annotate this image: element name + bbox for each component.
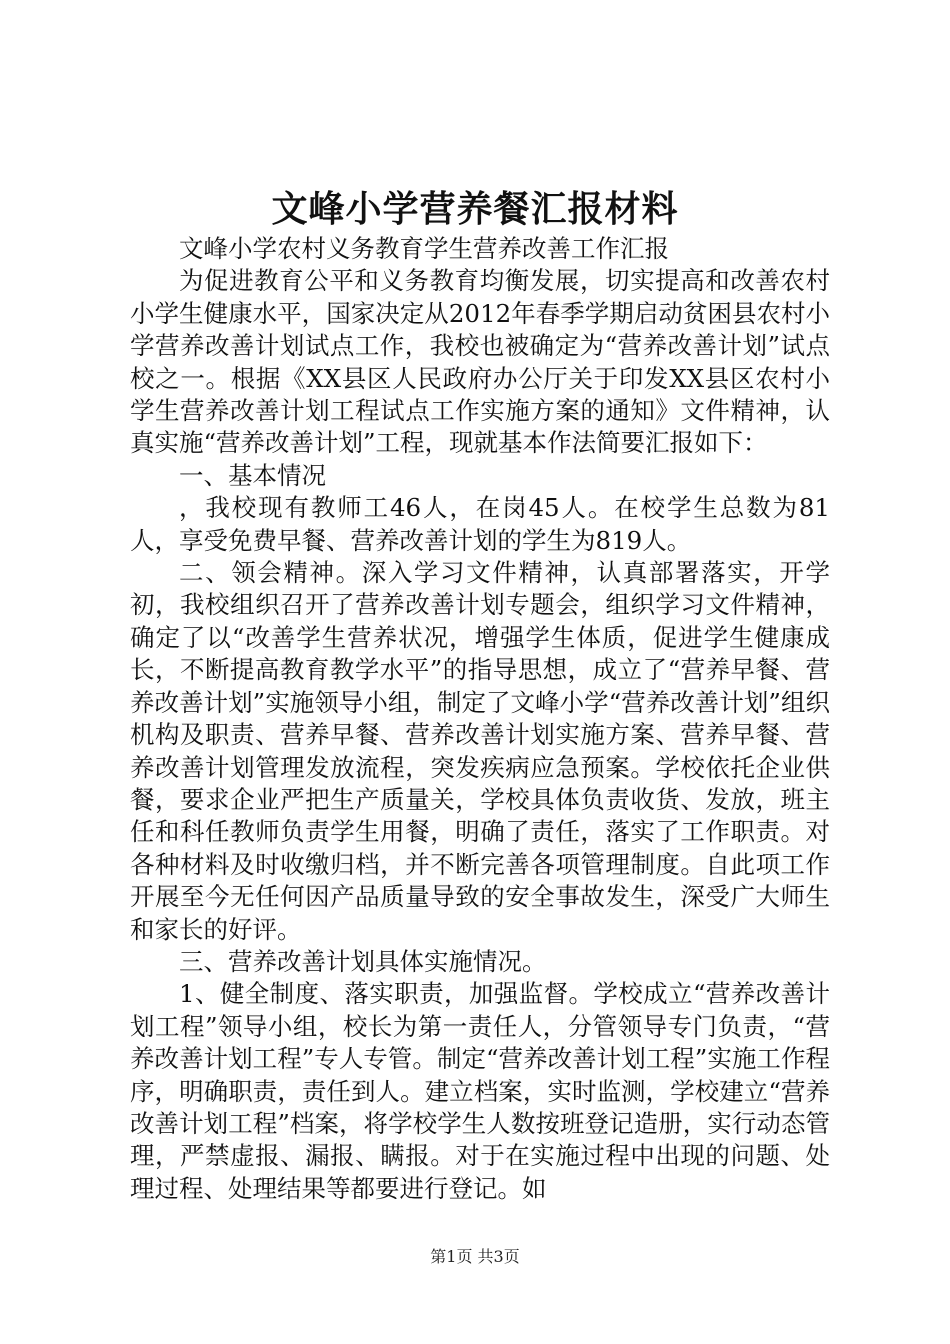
paragraph-staff-students: ，我校现有教师工46人，在岗45人。在校学生总数为81人，享受免费早餐、营养改善计划的学生为819人。 xyxy=(130,493,830,555)
section-heading-basic-situation: 一、基本情况 xyxy=(179,460,326,490)
paragraph-intro: 为促进教育公平和义务教育均衡发展，切实提高和改善农村小学生健康水平，国家决定从2012年春季学期启动贫困县农村小学营养改善计划试点工作，我校也被确定为“营养改善计划”试点校之一。根据《XX县区人民政府办公厅关于印发XX县区农村小学生营养改善计划工程试点工作实施方案的通知》文件精神，认真实施“营养改善计划”工程，现就基本作法简要汇报如下： xyxy=(130,266,830,458)
paragraph-subtitle: 文峰小学农村义务教育学生营养改善工作汇报 xyxy=(179,234,669,263)
paragraph-understanding-spirit: 二、领会精神。深入学习文件精神，认真部署落实，开学初，我校组织召开了营养改善计划专题会，组织学习文件精神，确定了以“改善学生营养状况，增强学生体质，促进学生健康成长，不断提高教育教学水平”的指导思想，成立了“营养早餐、营养改善计划”实施领导小组，制定了文峰小学“营养改善计划”组织机构及职责、营养早餐、营养改善计划实施方案、营养早餐、营养改善计划管理发放流程，突发疾病应急预案。学校依托企业供餐，要求企业严把生产质量关，学校具体负责收货、发放，班主任和科任教师负责学生用餐，明确了责任，落实了工作职责。对各种材料及时收缴归档，并不断完善各项管理制度。自此项工作开展至今无任何因产品质量导致的安全事故发生，深受广大师生和家长的好评。 xyxy=(130,558,830,944)
section-heading-implementation: 三、营养改善计划具体实施情况。 xyxy=(179,946,547,976)
page-footer: 第1页 共3页 xyxy=(430,1247,520,1266)
document-title: 文峰小学营养餐汇报材料 xyxy=(271,188,679,230)
paragraph-system-responsibility: 1、健全制度、落实职责，加强监督。学校成立“营养改善计划工程”领导小组，校长为第一责任人，分管领导专门负责，“营养改善计划工程”专人专管。制定“营养改善计划工程”实施工作程序，明确职责，责任到人。建立档案，实时监测，学校建立“营养改善计划工程”档案，将学校学生人数按班登记造册，实行动态管理，严禁虚报、漏报、瞒报。对于在实施过程中出现的问题、处理过程、处理结果等都要进行登记。如 xyxy=(130,979,830,1203)
document-body xyxy=(130,233,830,1205)
